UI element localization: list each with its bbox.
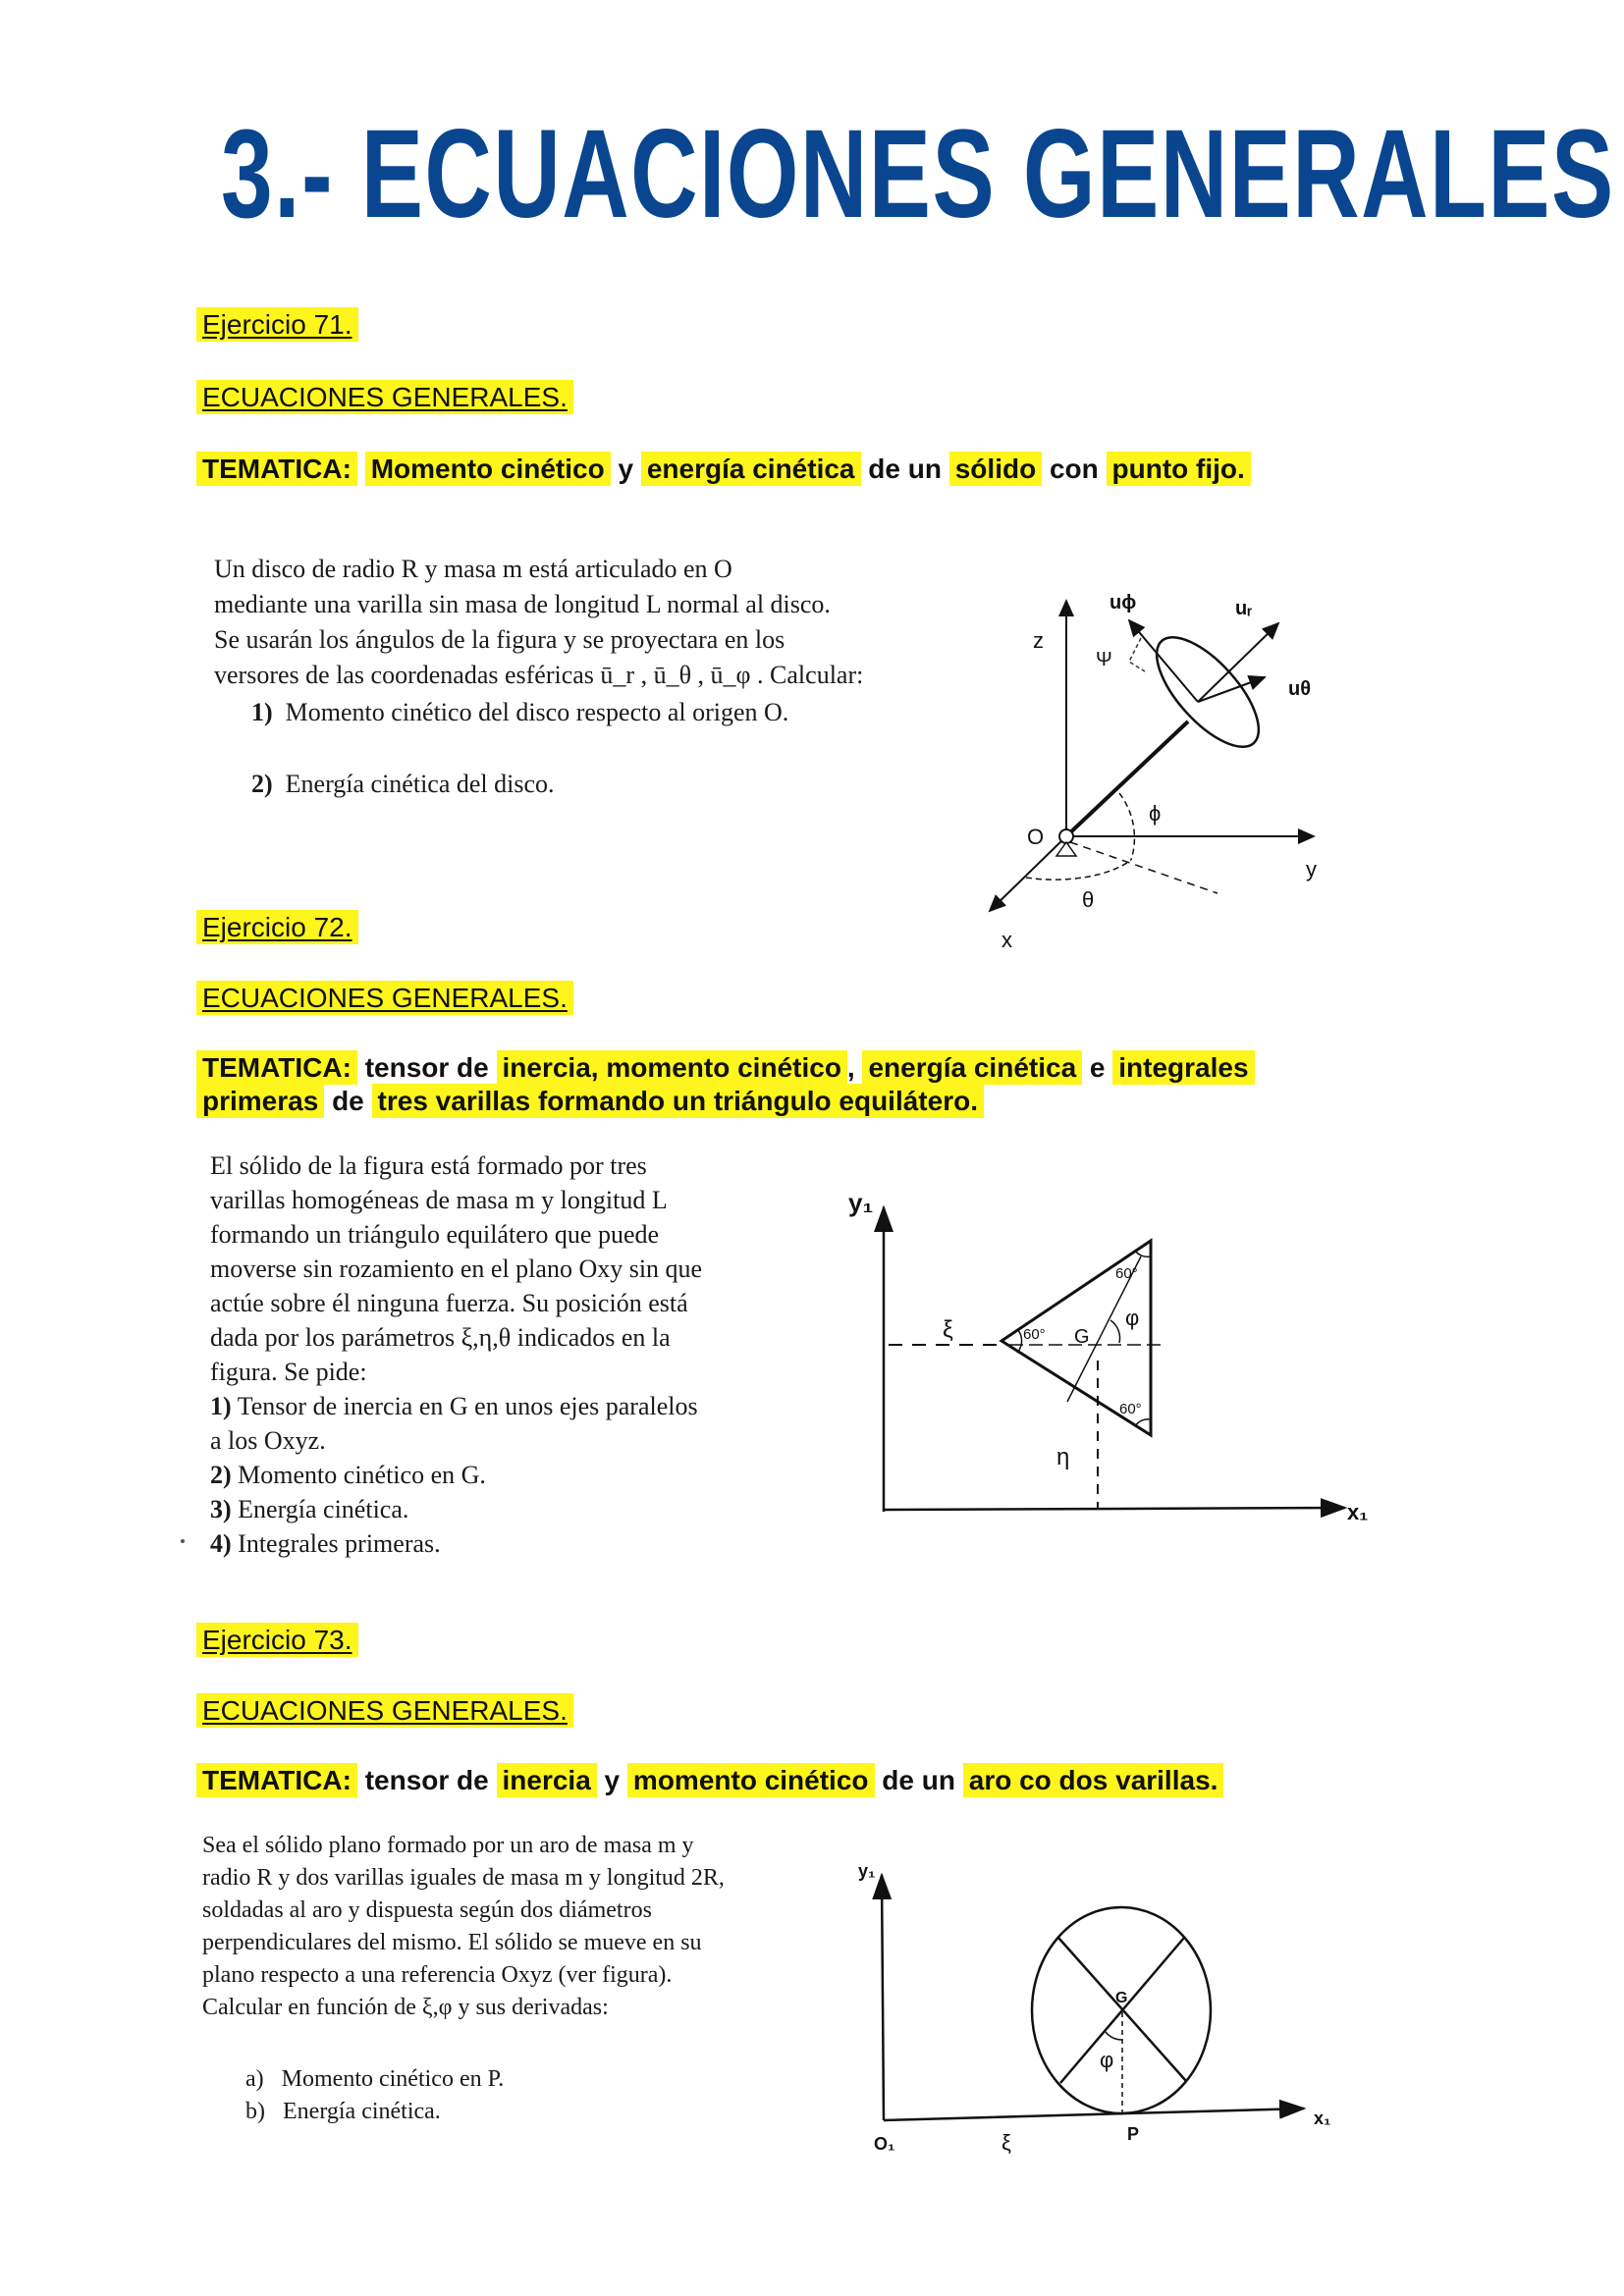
x-axis-label: x₁	[1314, 2109, 1331, 2128]
u-theta-label: uθ	[1288, 678, 1312, 700]
plain-text: ,	[846, 1052, 863, 1083]
exercise-73-statement: Sea el sólido plano formado por un aro de masa m y radio R y dos varillas iguales de masa m y longitud 2R, soldadas al aro y dispuesta según dos diámetros perpendiculares del mismo. El sólido se mueve en su plano respecto a una referencia Oxyz (ver figura). Calcular en función de ξ,φ y sus derivadas: a) Momento cinético en P. b) Energía cinética.	[202, 1830, 831, 2128]
g-label: G	[1074, 1326, 1090, 1348]
stray-mark	[181, 1539, 185, 1543]
angle-60-left: 60°	[1023, 1326, 1046, 1343]
highlighted-text: primeras	[196, 1084, 324, 1118]
highlighted-text: Momento cinético	[365, 452, 611, 486]
exercise-73-section: ECUACIONES GENERALES.	[196, 1694, 573, 1728]
y-axis-label: y₁	[858, 1861, 876, 1881]
question-item: 2) Momento cinético en G.	[210, 1461, 486, 1489]
phi-label: φ	[1100, 2048, 1114, 2072]
z-axis-label: z	[1033, 628, 1044, 653]
exercise-72-tematica-line2	[196, 1084, 984, 1119]
question-item: 2) Energía cinética del disco.	[251, 770, 555, 798]
x-axis-label: x	[1001, 928, 1012, 952]
plain-text: y	[596, 1765, 627, 1795]
highlighted-text: punto fijo.	[1107, 452, 1251, 486]
eta-label: η	[1056, 1444, 1070, 1470]
question-item: a los Oxyz.	[210, 1426, 326, 1455]
origin-label: O₁	[874, 2134, 895, 2154]
highlighted-text: integrales	[1112, 1050, 1254, 1085]
exercise-71-section: ECUACIONES GENERALES.	[196, 381, 573, 414]
exercise-71-heading: Ejercicio 71.	[196, 308, 358, 342]
angle-60-bottom: 60°	[1119, 1401, 1142, 1417]
plain-text: tensor de	[364, 1052, 497, 1083]
question-item: 4) Integrales primeras.	[210, 1529, 441, 1558]
highlighted-text: inercia, momento cinético	[497, 1050, 847, 1085]
figure-hoop-rods	[844, 1853, 1394, 2167]
exercise-71-tematica: TEMATICA: Momento cinético y energía cinética de un sólido con punto fijo.	[196, 452, 1251, 487]
y-axis-label: y₁	[848, 1188, 874, 1217]
phi-label: φ	[1125, 1306, 1140, 1330]
plain-text: tensor de	[364, 1765, 497, 1795]
psi-label: Ψ	[1096, 649, 1112, 670]
figure-disk-rod	[972, 579, 1345, 962]
highlighted-text: inercia	[497, 1763, 597, 1797]
plain-text: e	[1082, 1052, 1113, 1083]
highlighted-text: sólido	[949, 452, 1042, 486]
u-phi-label: uϕ	[1110, 592, 1137, 614]
question-item: 1) Tensor de inercia en G en unos ejes paralelos	[210, 1392, 698, 1420]
page-title: 3.- ECUACIONES GENERALES	[221, 104, 1615, 244]
figure-triangle	[835, 1178, 1384, 1541]
origin-label: O	[1027, 825, 1045, 849]
theta-label: θ	[1082, 887, 1095, 912]
question-item: b) Energía cinética.	[245, 2099, 441, 2124]
y-axis-label: y	[1306, 857, 1317, 881]
question-item: 1) Momento cinético del disco respecto al origen O.	[251, 698, 789, 726]
exercise-73-tematica: TEMATICA: tensor de inercia y momento cinético de un aro co dos varillas.	[196, 1763, 1223, 1798]
g-label: G	[1115, 1990, 1128, 2006]
question-item: a) Momento cinético en P.	[245, 2066, 505, 2092]
plain-text: de un	[874, 1765, 963, 1795]
question-item: 3) Energía cinética.	[210, 1495, 409, 1523]
xi-label: ξ	[1001, 2130, 1011, 2155]
angle-60-top: 60°	[1115, 1265, 1138, 1282]
u-r-label: uᵣ	[1235, 598, 1253, 619]
highlighted-text: energía cinética	[862, 1050, 1082, 1085]
x-axis-label: x₁	[1347, 1500, 1369, 1524]
exercise-72-section: ECUACIONES GENERALES.	[196, 982, 573, 1015]
plain-text: de	[324, 1086, 372, 1116]
plain-text: con	[1042, 454, 1107, 484]
exercise-72-tematica-line1: TEMATICA: tensor de inercia, momento cinético , energía cinética e integrales	[196, 1050, 1255, 1086]
plain-text: de un	[860, 454, 949, 484]
highlighted-text: tres varillas formando un triángulo equilátero.	[372, 1084, 984, 1118]
exercise-72-heading: Ejercicio 72.	[196, 911, 358, 944]
exercise-73-heading: Ejercicio 73.	[196, 1624, 358, 1657]
plain-text: y	[610, 454, 641, 484]
highlighted-text: energía cinética	[641, 452, 861, 486]
exercise-71-statement: Un disco de radio R y masa m está articulado en O mediante una varilla sin masa de longitud L normal al disco. Se usarán los ángulos de la figura y se proyectara en los versores de las coordenadas esféricas ū_r , ū_θ , ū_φ . Calcular: 1) Momento cinético del disco respecto al origen O. 2) Energía cinética del disco.	[214, 552, 960, 802]
xi-label: ξ	[943, 1316, 953, 1343]
highlighted-text: momento cinético	[627, 1763, 875, 1797]
phi-label: ϕ	[1149, 801, 1162, 826]
highlighted-text: aro co dos varillas.	[963, 1763, 1224, 1797]
p-label: P	[1127, 2124, 1140, 2144]
exercise-72-statement: El sólido de la figura está formado por tres varillas homogéneas de masa m y longitud L formando un triángulo equilátero que puede moverse sin rozamiento en el plano Oxy sin que actúe sobre él ninguna fuerza. Su posición está dada por los parámetros ξ,η,θ indicados en la figura. Se pide: 1) Tensor de inercia en G en unos ejes paralelos a los Oxyz. 2) Momento cinético en G. 3) Energía cinética. 4) Integrales primeras.	[210, 1148, 799, 1561]
